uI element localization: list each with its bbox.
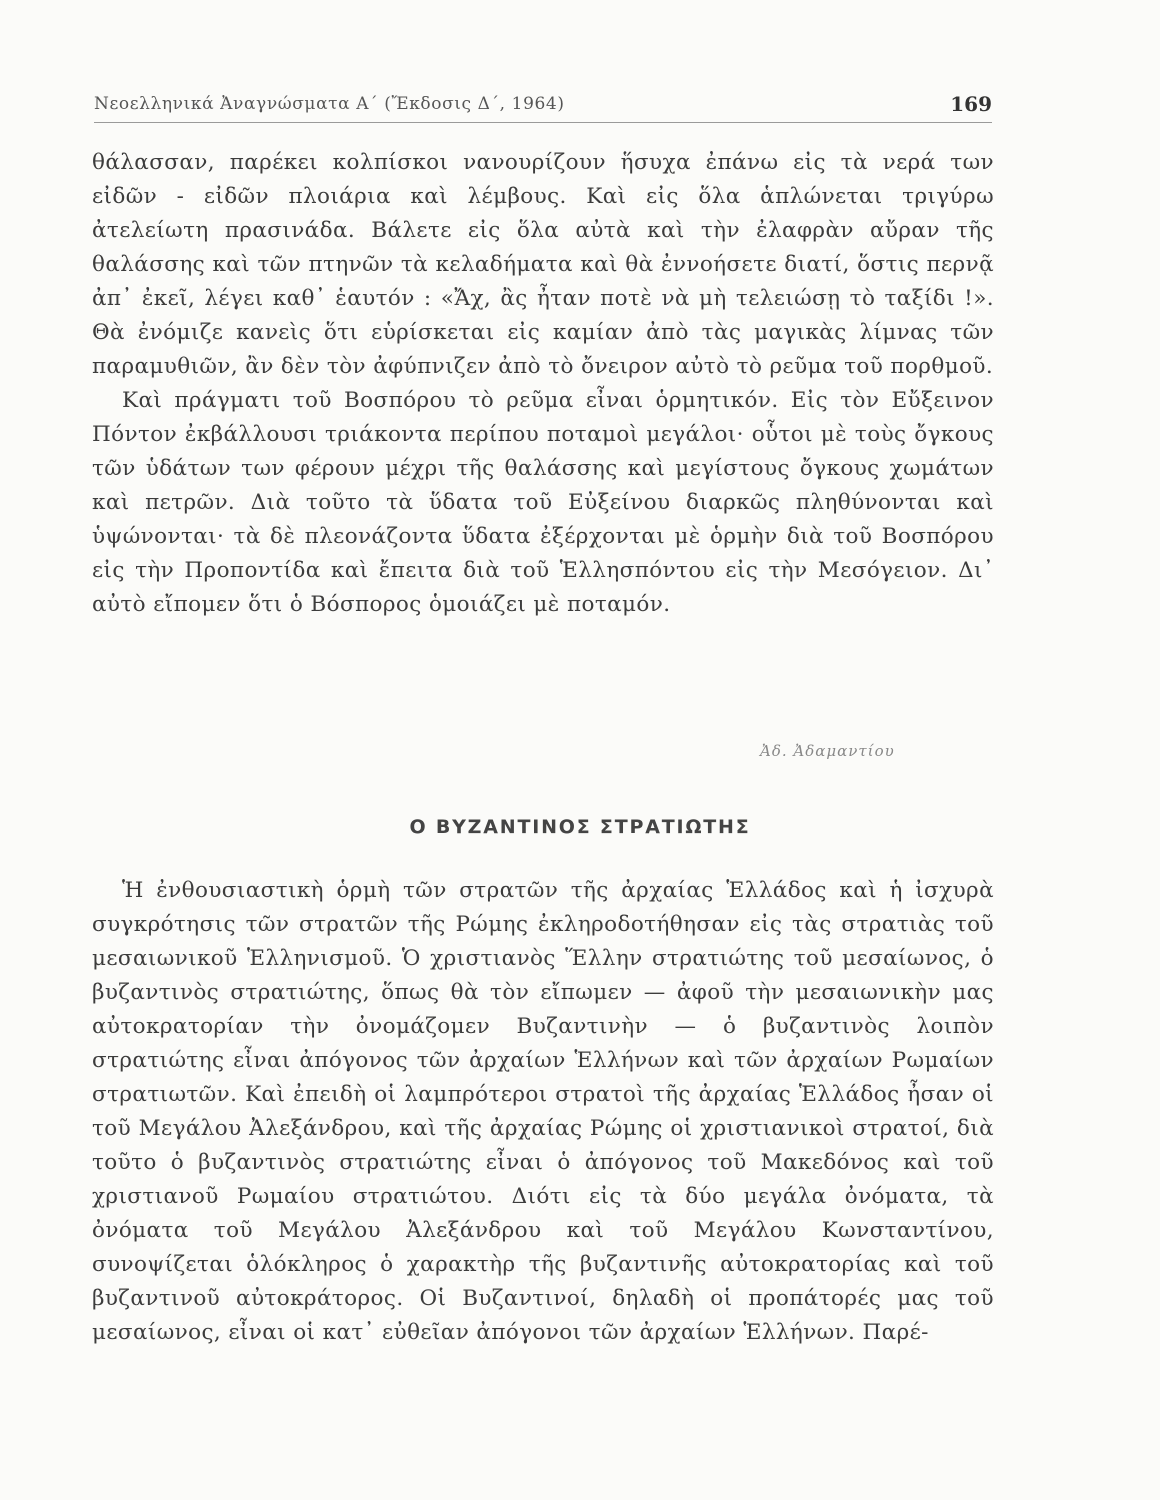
paragraph: Καὶ πράγματι τοῦ Βοσπόρου τὸ ρεῦμα εἶναι ὁρμητικόν. Εἰς τὸν Εὔξεινον Πόντον ἐκβάλλουσι τριάκοντα περίπου ποταμοὶ μεγάλοι· οὗτοι μὲ τοὺς ὄγκους τῶν ὑδάτων των φέρουν μέχρι τῆς θαλάσσης καὶ μεγίστους ὄγκους χωμάτων καὶ πετρῶν. Διὰ τοῦτο τὰ ὕδατα τοῦ Εὐξείνου διαρκῶς πληθύνονται καὶ ὑψώνονται· τὰ δὲ πλεονάζοντα ὕδατα ἐξέρχονται μὲ ὁρμὴν διὰ τοῦ Βοσπόρου εἰς τὴν Προποντίδα καὶ ἔπειτα διὰ τοῦ Ἑλλησπόντου εἰς τὴν Μεσόγειον. Δι᾿ αὐτὸ εἴπομεν ὅτι ὁ Βόσπορος ὁμοιάζει μὲ ποταμόν. [92, 388, 994, 617]
paragraph: Ἡ ἐνθουσιαστικὴ ὁρμὴ τῶν στρατῶν τῆς ἀρχαίας Ἑλλάδος καὶ ἡ ἰσχυρὰ συγκρότησις τῶν στρατῶν τῆς Ρώμης ἐκληροδοτήθησαν εἰς τὰς στρατιὰς τοῦ μεσαιωνικοῦ Ἑλληνισμοῦ. Ὁ χριστιανὸς Ἕλλην στρατιώτης τοῦ μεσαίωνος, ὁ βυζαντινὸς στρατιώτης, ὅπως θὰ τὸν εἴπωμεν — ἀφοῦ τὴν μεσαιωνικὴν μας αὐτοκρατορίαν τὴν ὀνομάζομεν Βυζαντινὴν — ὁ βυζαντινὸς λοιπὸν στρατιώτης εἶναι ἀπόγονος τῶν ἀρχαίων Ἑλλήνων καὶ τῶν ἀρχαίων Ρωμαίων στρατιωτῶν. Καὶ ἐπειδὴ οἱ λαμπρότεροι στρατοὶ τῆς ἀρχαίας Ἑλλάδος ἦσαν οἱ τοῦ Μεγάλου Ἀλεξάνδρου, καὶ τῆς ἀρχαίας Ρώμης οἱ χριστιανικοὶ στρατοί, διὰ τοῦτο ὁ βυζαντινὸς στρατιώτης εἶναι ὁ ἀπόγονος τοῦ Μακεδόνος καὶ τοῦ χριστιανοῦ Ρωμαίου στρατιώτου. Διότι εἰς τὰ δύο μεγάλα ὀνόματα, τὰ ὀνόματα τοῦ Μεγάλου Ἀλεξάνδρου καὶ τοῦ Μεγάλου Κωνσταντίνου, συνοψίζεται ὁλόκληρος ὁ χαρακτὴρ τῆς βυζαντινῆς αὐτοκρατορίας καὶ τοῦ βυζαντινοῦ αὐτοκράτορος. Οἱ Βυζαντινοί, δηλαδὴ οἱ προπάτορές μας τοῦ μεσαίωνος, εἶναι οἱ κατ᾿ εὐθεῖαν ἀπόγονοι τῶν ἀρχαίων Ἑλλήνων. Παρέ- [92, 878, 994, 1345]
section-text [92, 874, 994, 1350]
continuation-text [92, 146, 994, 622]
author-signature: Ἀδ. Ἀδαμαντίου [760, 742, 895, 760]
section-title: Ο ΒΥΖΑΝΤΙΝΟΣ ΣΤΡΑΤΙΩΤΗΣ [409, 816, 751, 838]
paragraph: θάλασσαν, παρέκει κολπίσκοι νανουρίζουν ἥσυχα ἐπάνω εἰς τὰ νερά των εἰδῶν - εἰδῶν πλοιάρια καὶ λέμβους. Καὶ εἰς ὅλα ἁπλώνεται τριγύρω ἀτελείωτη πρασινάδα. Βάλετε εἰς ὅλα αὐτὰ καὶ τὴν ἐλαφρὰν αὔραν τῆς θαλάσσης καὶ τῶν πτηνῶν τὰ κελαδήματα καὶ θὰ ἐννοήσετε διατί, ὅστις περνᾷ ἀπ᾿ ἐκεῖ, λέγει καθ᾿ ἑαυτόν : «Ἄχ, ἂς ἦταν ποτὲ νὰ μὴ τελειώσῃ τὸ ταξίδι !». Θὰ ἐνόμιζε κανεὶς ὅτι εὑρίσκεται εἰς καμίαν ἀπὸ τὰς μαγικὰς λίμνας τῶν παραμυθιῶν, ἂν δὲν τὸν ἀφύπνιζεν ἀπὸ τὸ ὄνειρον αὐτὸ τὸ ρεῦμα τοῦ πορθμοῦ. [92, 150, 994, 379]
page-header [94, 90, 992, 123]
running-title: Νεοελληνικά Ἀναγνώσματα Α΄ (Ἔκδοσις Δ΄, 1964) [94, 94, 565, 114]
page-number: 169 [950, 92, 992, 116]
